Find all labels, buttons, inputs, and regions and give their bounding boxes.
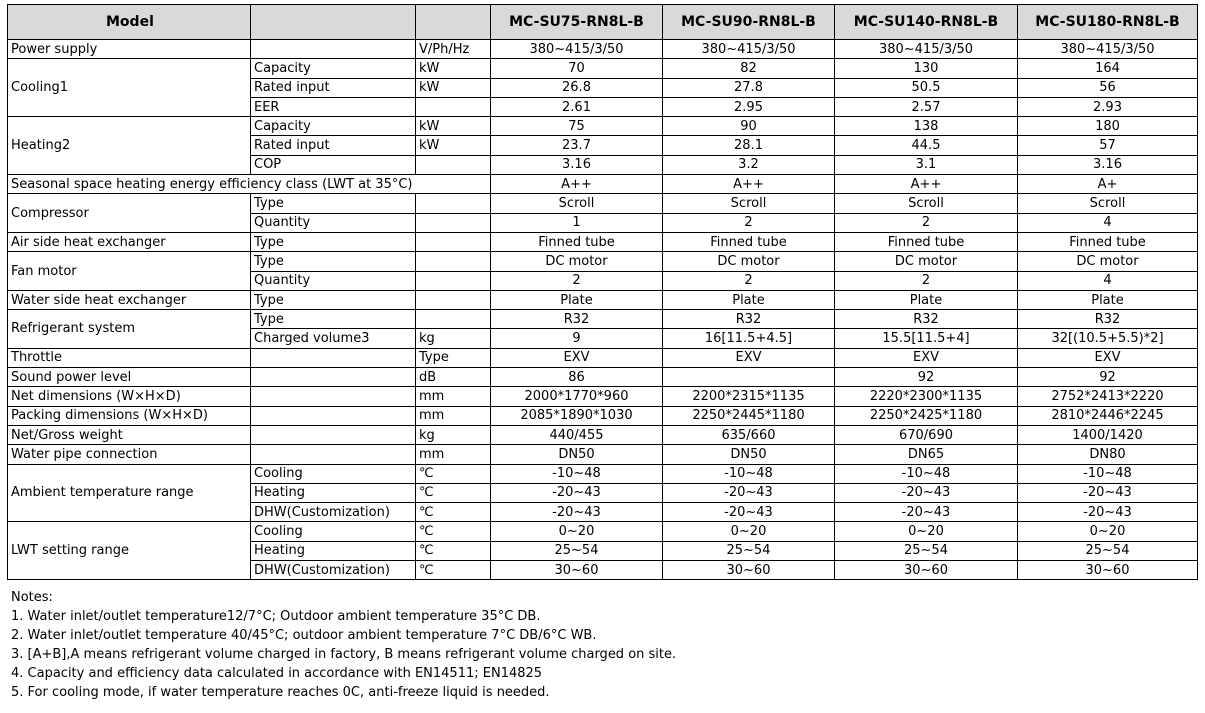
row-value: 2085*1890*1030 [491,406,663,425]
row-value: 4 [1018,271,1198,290]
row-value: -10~48 [663,464,835,483]
row-value: 30~60 [491,561,663,580]
row-value: Scroll [835,194,1018,213]
row-value: Finned tube [835,232,1018,251]
row-item-label: DHW(Customization) [251,561,416,580]
table-row [8,425,1198,444]
row-value: 70 [491,59,663,78]
row-value: 25~54 [835,541,1018,560]
row-value: 3.16 [491,155,663,174]
row-value: 92 [835,368,1018,387]
row-unit: ℃ [416,541,491,560]
row-unit [416,232,491,251]
row-item-label: DHW(Customization) [251,503,416,522]
row-group-label: Air side heat exchanger [8,232,251,251]
row-group-label: Throttle [8,348,251,367]
row-value: R32 [491,310,663,329]
row-value: DN80 [1018,445,1198,464]
row-unit: dB [416,368,491,387]
row-item-label [251,387,416,406]
model-name: MC-SU90-RN8L-B [663,5,835,40]
row-value: Finned tube [491,232,663,251]
row-unit: kg [416,329,491,348]
row-unit: ℃ [416,522,491,541]
row-unit: kW [416,136,491,155]
row-value: 15.5[11.5+4] [835,329,1018,348]
row-value: -10~48 [835,464,1018,483]
row-item-label: Quantity [251,271,416,290]
row-group-label: Cooling1 [8,59,251,117]
row-value: EXV [663,348,835,367]
row-value: -20~43 [663,503,835,522]
row-value: 44.5 [835,136,1018,155]
row-item-label: Type [251,290,416,309]
row-item-label: Heating [251,541,416,560]
table-row [8,117,1198,136]
spec-table [7,4,1198,580]
notes [11,588,676,702]
row-value: 380~415/3/50 [1018,40,1198,59]
row-unit: Type [416,348,491,367]
row-value: Scroll [491,194,663,213]
row-value: -20~43 [491,483,663,502]
row-value: -10~48 [1018,464,1198,483]
row-value: 2 [835,213,1018,232]
row-value: 28.1 [663,136,835,155]
row-group-label: Water pipe connection [8,445,251,464]
row-item-label [251,425,416,444]
row-value: 2.61 [491,97,663,116]
row-value: 30~60 [835,561,1018,580]
header-row [8,5,1198,40]
row-value: 27.8 [663,78,835,97]
row-value: 57 [1018,136,1198,155]
row-item-label [251,40,416,59]
table-row [8,522,1198,541]
model-name: MC-SU140-RN8L-B [835,5,1018,40]
row-unit [416,97,491,116]
row-value: 2.95 [663,97,835,116]
row-item-label: Heating [251,483,416,502]
row-unit: kW [416,117,491,136]
row-unit [416,252,491,271]
row-value: 635/660 [663,425,835,444]
row-value: 670/690 [835,425,1018,444]
row-value: 2752*2413*2220 [1018,387,1198,406]
row-value: 3.2 [663,155,835,174]
row-item-label: Cooling [251,522,416,541]
row-value: DN65 [835,445,1018,464]
row-unit: kW [416,59,491,78]
row-value: 2810*2446*2245 [1018,406,1198,425]
row-item-label: Quantity [251,213,416,232]
row-value: 3.1 [835,155,1018,174]
row-value: DC motor [663,252,835,271]
row-unit: ℃ [416,503,491,522]
row-value: 2 [663,271,835,290]
row-value: 25~54 [491,541,663,560]
model-header: Model [8,5,251,40]
row-group-label: Compressor [8,194,251,233]
row-unit: ℃ [416,561,491,580]
row-value: Scroll [663,194,835,213]
row-group-label: Packing dimensions (W×H×D) [8,406,251,425]
row-value: 90 [663,117,835,136]
row-value: DC motor [835,252,1018,271]
notes-title: Notes: [11,590,53,605]
row-value: 16[11.5+4.5] [663,329,835,348]
row-value: 0~20 [835,522,1018,541]
row-value: Finned tube [1018,232,1198,251]
row-group-label: Net dimensions (W×H×D) [8,387,251,406]
row-value: -20~43 [1018,503,1198,522]
row-value: 2.93 [1018,97,1198,116]
row-value: 2 [491,271,663,290]
row-group-label: Seasonal space heating energy efficiency class (LWT at 35°C) [8,175,491,194]
row-value: 3.16 [1018,155,1198,174]
row-unit: mm [416,445,491,464]
row-value: 0~20 [1018,522,1198,541]
row-value: 25~54 [663,541,835,560]
row-value: 380~415/3/50 [663,40,835,59]
row-value: 32[(10.5+5.5)*2] [1018,329,1198,348]
row-group-label: Fan motor [8,252,251,291]
row-item-label: Capacity [251,117,416,136]
row-value: 440/455 [491,425,663,444]
row-item-label: EER [251,97,416,116]
row-unit [416,310,491,329]
spec-body [8,40,1198,580]
row-unit [416,194,491,213]
row-item-label: Charged volume3 [251,329,416,348]
row-value: Scroll [1018,194,1198,213]
row-value: 380~415/3/50 [491,40,663,59]
note-item: 5. For cooling mode, if water temperature reaches 0C, anti-freeze liquid is needed. [11,685,550,700]
row-value: 9 [491,329,663,348]
row-value: 75 [491,117,663,136]
row-value: 1 [491,213,663,232]
row-value: 82 [663,59,835,78]
row-group-label: Sound power level [8,368,251,387]
row-item-label: COP [251,155,416,174]
row-value: EXV [1018,348,1198,367]
row-group-label: Power supply [8,40,251,59]
row-group-label: Refrigerant system [8,310,251,349]
row-unit: kW [416,78,491,97]
row-value: Plate [1018,290,1198,309]
row-value: 4 [1018,213,1198,232]
row-value: 50.5 [835,78,1018,97]
row-item-label [251,445,416,464]
row-value: Plate [663,290,835,309]
row-value: R32 [835,310,1018,329]
row-unit [416,213,491,232]
table-row [8,175,1198,194]
row-value: 26.8 [491,78,663,97]
item-header [251,5,416,40]
row-unit [416,271,491,290]
row-value: 2 [835,271,1018,290]
row-value: -10~48 [491,464,663,483]
row-value: 2250*2445*1180 [663,406,835,425]
row-value: 138 [835,117,1018,136]
row-value: -20~43 [663,483,835,502]
table-row [8,464,1198,483]
row-value: -20~43 [835,503,1018,522]
row-value: 92 [1018,368,1198,387]
row-value: -20~43 [1018,483,1198,502]
model-name: MC-SU180-RN8L-B [1018,5,1198,40]
row-value: Plate [491,290,663,309]
row-item-label: Type [251,232,416,251]
row-unit: mm [416,387,491,406]
table-row [8,348,1198,367]
row-value: DN50 [491,445,663,464]
table-row [8,445,1198,464]
row-unit [416,155,491,174]
row-value: 56 [1018,78,1198,97]
row-item-label: Type [251,194,416,213]
table-row [8,252,1198,271]
row-value: A++ [491,175,663,194]
row-value: -20~43 [491,503,663,522]
note-item: 3. [A+B],A means refrigerant volume charged in factory, B means refrigerant volume charged on site. [11,647,677,662]
note-item: 1. Water inlet/outlet temperature12/7°C; Outdoor ambient temperature 35°C DB. [11,609,541,624]
row-group-label: Ambient temperature range [8,464,251,522]
row-value: 2 [663,213,835,232]
row-value: A++ [663,175,835,194]
row-value: A+ [1018,175,1198,194]
row-group-label: Water side heat exchanger [8,290,251,309]
row-value: R32 [1018,310,1198,329]
row-value: EXV [835,348,1018,367]
table-row [8,368,1198,387]
row-value: 2250*2425*1180 [835,406,1018,425]
row-item-label: Type [251,310,416,329]
row-value: 0~20 [663,522,835,541]
row-value: EXV [491,348,663,367]
table-row [8,310,1198,329]
row-value: 180 [1018,117,1198,136]
row-item-label: Cooling [251,464,416,483]
unit-header [416,5,491,40]
row-value: Finned tube [663,232,835,251]
row-item-label [251,368,416,387]
table-row [8,406,1198,425]
row-value: 25~54 [1018,541,1198,560]
row-value: 2000*1770*960 [491,387,663,406]
row-unit: ℃ [416,464,491,483]
row-value: 30~60 [1018,561,1198,580]
row-value: DC motor [1018,252,1198,271]
row-unit: kg [416,425,491,444]
table-row [8,387,1198,406]
row-value: Plate [835,290,1018,309]
row-value: 23.7 [491,136,663,155]
row-value: 1400/1420 [1018,425,1198,444]
row-item-label: Capacity [251,59,416,78]
note-item: 4. Capacity and efficiency data calculated in accordance with EN14511; EN14825 [11,666,543,681]
row-unit: mm [416,406,491,425]
note-item: 2. Water inlet/outlet temperature 40/45°C; outdoor ambient temperature 7°C DB/6°C WB. [11,628,597,643]
model-name: MC-SU75-RN8L-B [491,5,663,40]
table-row [8,40,1198,59]
row-value: 380~415/3/50 [835,40,1018,59]
row-group-label: Net/Gross weight [8,425,251,444]
table-row [8,290,1198,309]
row-value: 164 [1018,59,1198,78]
row-value: 130 [835,59,1018,78]
row-item-label: Rated input [251,78,416,97]
row-item-label [251,406,416,425]
row-unit: V/Ph/Hz [416,40,491,59]
row-group-label: Heating2 [8,117,251,175]
row-value: 2200*2315*1135 [663,387,835,406]
row-value: -20~43 [835,483,1018,502]
row-unit [416,290,491,309]
row-value: 30~60 [663,561,835,580]
table-row [8,232,1198,251]
row-value: 86 [491,368,663,387]
table-row [8,59,1198,78]
row-value: DC motor [491,252,663,271]
row-item-label: Type [251,252,416,271]
row-unit: ℃ [416,483,491,502]
row-value: 0~20 [491,522,663,541]
table-row [8,194,1198,213]
row-item-label: Rated input [251,136,416,155]
row-value [663,368,835,387]
row-group-label: LWT setting range [8,522,251,580]
row-value: 2220*2300*1135 [835,387,1018,406]
row-value: A++ [835,175,1018,194]
row-value: R32 [663,310,835,329]
row-value: 2.57 [835,97,1018,116]
row-value: DN50 [663,445,835,464]
row-item-label [251,348,416,367]
